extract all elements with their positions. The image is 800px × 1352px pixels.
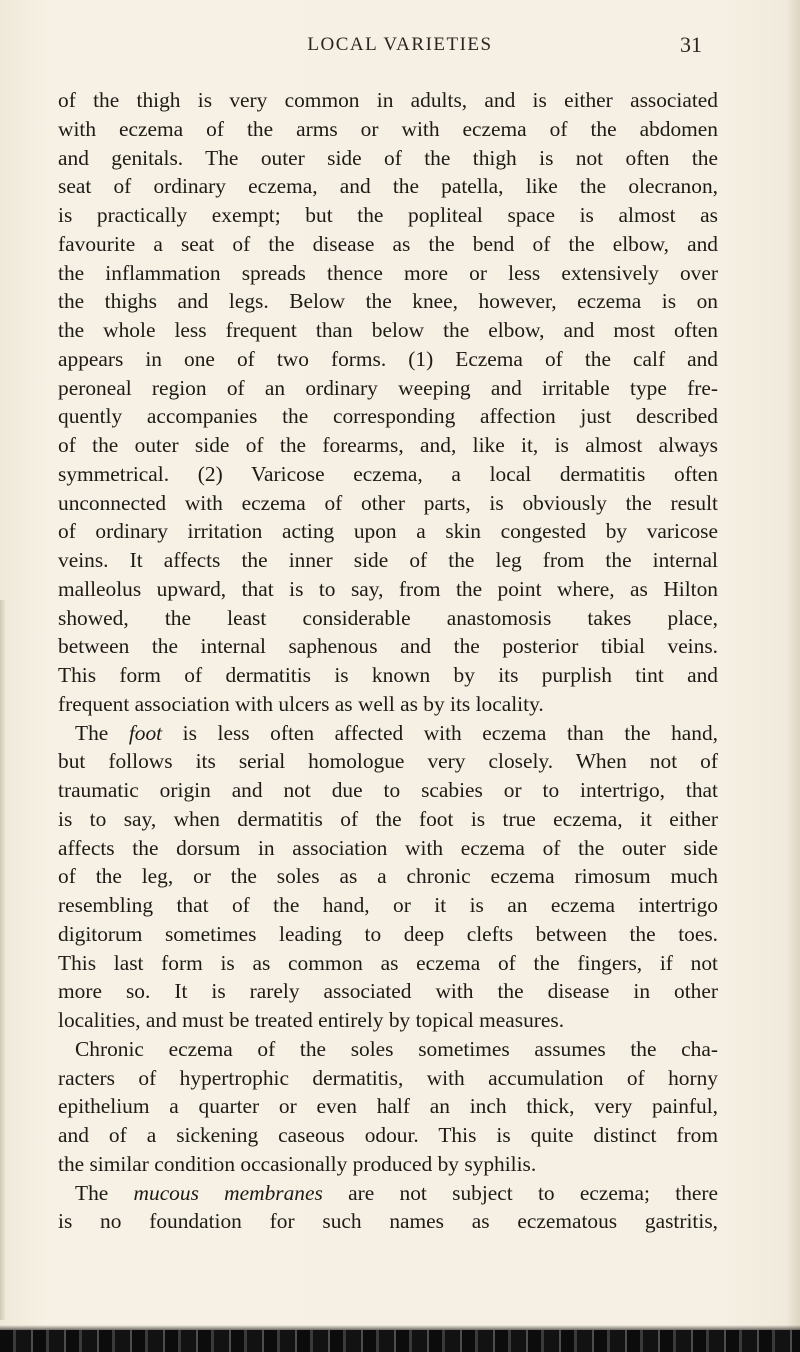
text-line: is to say, when dermatitis of the foot is true eczema, it either (58, 806, 718, 831)
page-header (0, 30, 800, 70)
text-line (58, 1179, 718, 1208)
running-title: LOCAL VARIETIES (307, 34, 493, 55)
text-line: resembling that of the hand, or it is an eczema intertrigo (58, 893, 718, 917)
text-line: the whole less frequent than below the elbow, and most often (58, 318, 718, 342)
text-line: symmetrical. (2) Varicose eczema, a local dermatitis often (58, 461, 718, 486)
text-line: quently accompanies the corresponding affection just described (58, 404, 718, 429)
text-line: of ordinary irritation acting upon a skin congested by varicose (58, 519, 718, 544)
text-line: with eczema of the arms or with eczema of the abdomen (58, 116, 718, 141)
text-line-segment: The (75, 1180, 134, 1205)
text-line: seat of ordinary eczema, and the patella, like the olecranon, (58, 174, 718, 199)
text-line: This form of dermatitis is known by its purplish tint and (58, 663, 718, 687)
text-line: the thighs and legs. Below the knee, however, eczema is on (58, 289, 718, 314)
text-line: traumatic origin and not due to scabies or to intertrigo, that (58, 778, 718, 802)
text-line: favourite a seat of the disease as the bend of the elbow, and (58, 231, 718, 256)
text-line: between the internal saphenous and the posterior tibial veins. (58, 634, 718, 659)
text-line: unconnected with eczema of other parts, is obviously the result (58, 490, 718, 515)
text-line-segment: The (75, 720, 129, 745)
text-line: This last form is as common as eczema of the fingers, if not (58, 950, 718, 975)
page-number: 31 (680, 32, 702, 57)
text-line: of the thigh is very common in adults, and is either associated (58, 88, 718, 112)
text-line: appears in one of two forms. (1) Eczema of the calf and (58, 346, 718, 371)
text-line (58, 719, 718, 748)
text-line: Chronic eczema of the soles sometimes assumes the cha- (75, 1036, 718, 1061)
text-line: is practically exempt; but the popliteal space is almost as (58, 203, 718, 227)
text-line: the similar condition occasionally produced by syphilis. (58, 1151, 537, 1176)
page-left-edge-shadow (0, 600, 6, 1320)
text-line: affects the dorsum in association with eczema of the outer side (58, 835, 718, 860)
body-text (58, 86, 718, 1236)
text-line: digitorum sometimes leading to deep clefts between the toes. (58, 921, 718, 946)
scan-bottom-border (0, 1330, 800, 1352)
text-line: malleolus upward, that is to say, from the point where, as Hilton (58, 576, 718, 601)
text-line: and genitals. The outer side of the thigh is not often the (58, 145, 718, 170)
text-line: localities, and must be treated entirely by topical measures. (58, 1008, 565, 1032)
text-line: more so. It is rarely associated with the disease in other (58, 979, 718, 1004)
text-line: frequent association with ulcers as well as by its locality. (58, 691, 544, 716)
text-line: epithelium a quarter or even half an inch thick, very painful, (58, 1094, 718, 1119)
text-line: and of a sickening caseous odour. This is quite distinct from (58, 1123, 718, 1147)
text-line: peroneal region of an ordinary weeping and irritable type fre- (58, 375, 718, 400)
text-line: showed, the least considerable anastomosis takes place, (58, 605, 718, 630)
text-line: is no foundation for such names as eczematous gastritis, (58, 1209, 718, 1234)
page-right-edge-shadow (786, 0, 800, 1352)
text-line: the inflammation spreads thence more or less extensively over (58, 260, 718, 285)
italic-term: foot (128, 720, 163, 745)
text-line-segment: is less often affected with eczema than the hand, (162, 720, 718, 745)
italic-term: mucous membranes (133, 1180, 323, 1205)
text-line: veins. It affects the inner side of the leg from the internal (58, 548, 718, 572)
text-line: of the leg, or the soles as a chronic eczema rimosum much (58, 864, 718, 889)
text-line: racters of hypertrophic dermatitis, with accumulation of horny (58, 1065, 718, 1090)
text-line: but follows its serial homologue very closely. When not of (58, 749, 718, 774)
text-line: of the outer side of the forearms, and, like it, is almost always (58, 433, 718, 457)
text-line-segment: are not subject to eczema; there (322, 1180, 718, 1205)
